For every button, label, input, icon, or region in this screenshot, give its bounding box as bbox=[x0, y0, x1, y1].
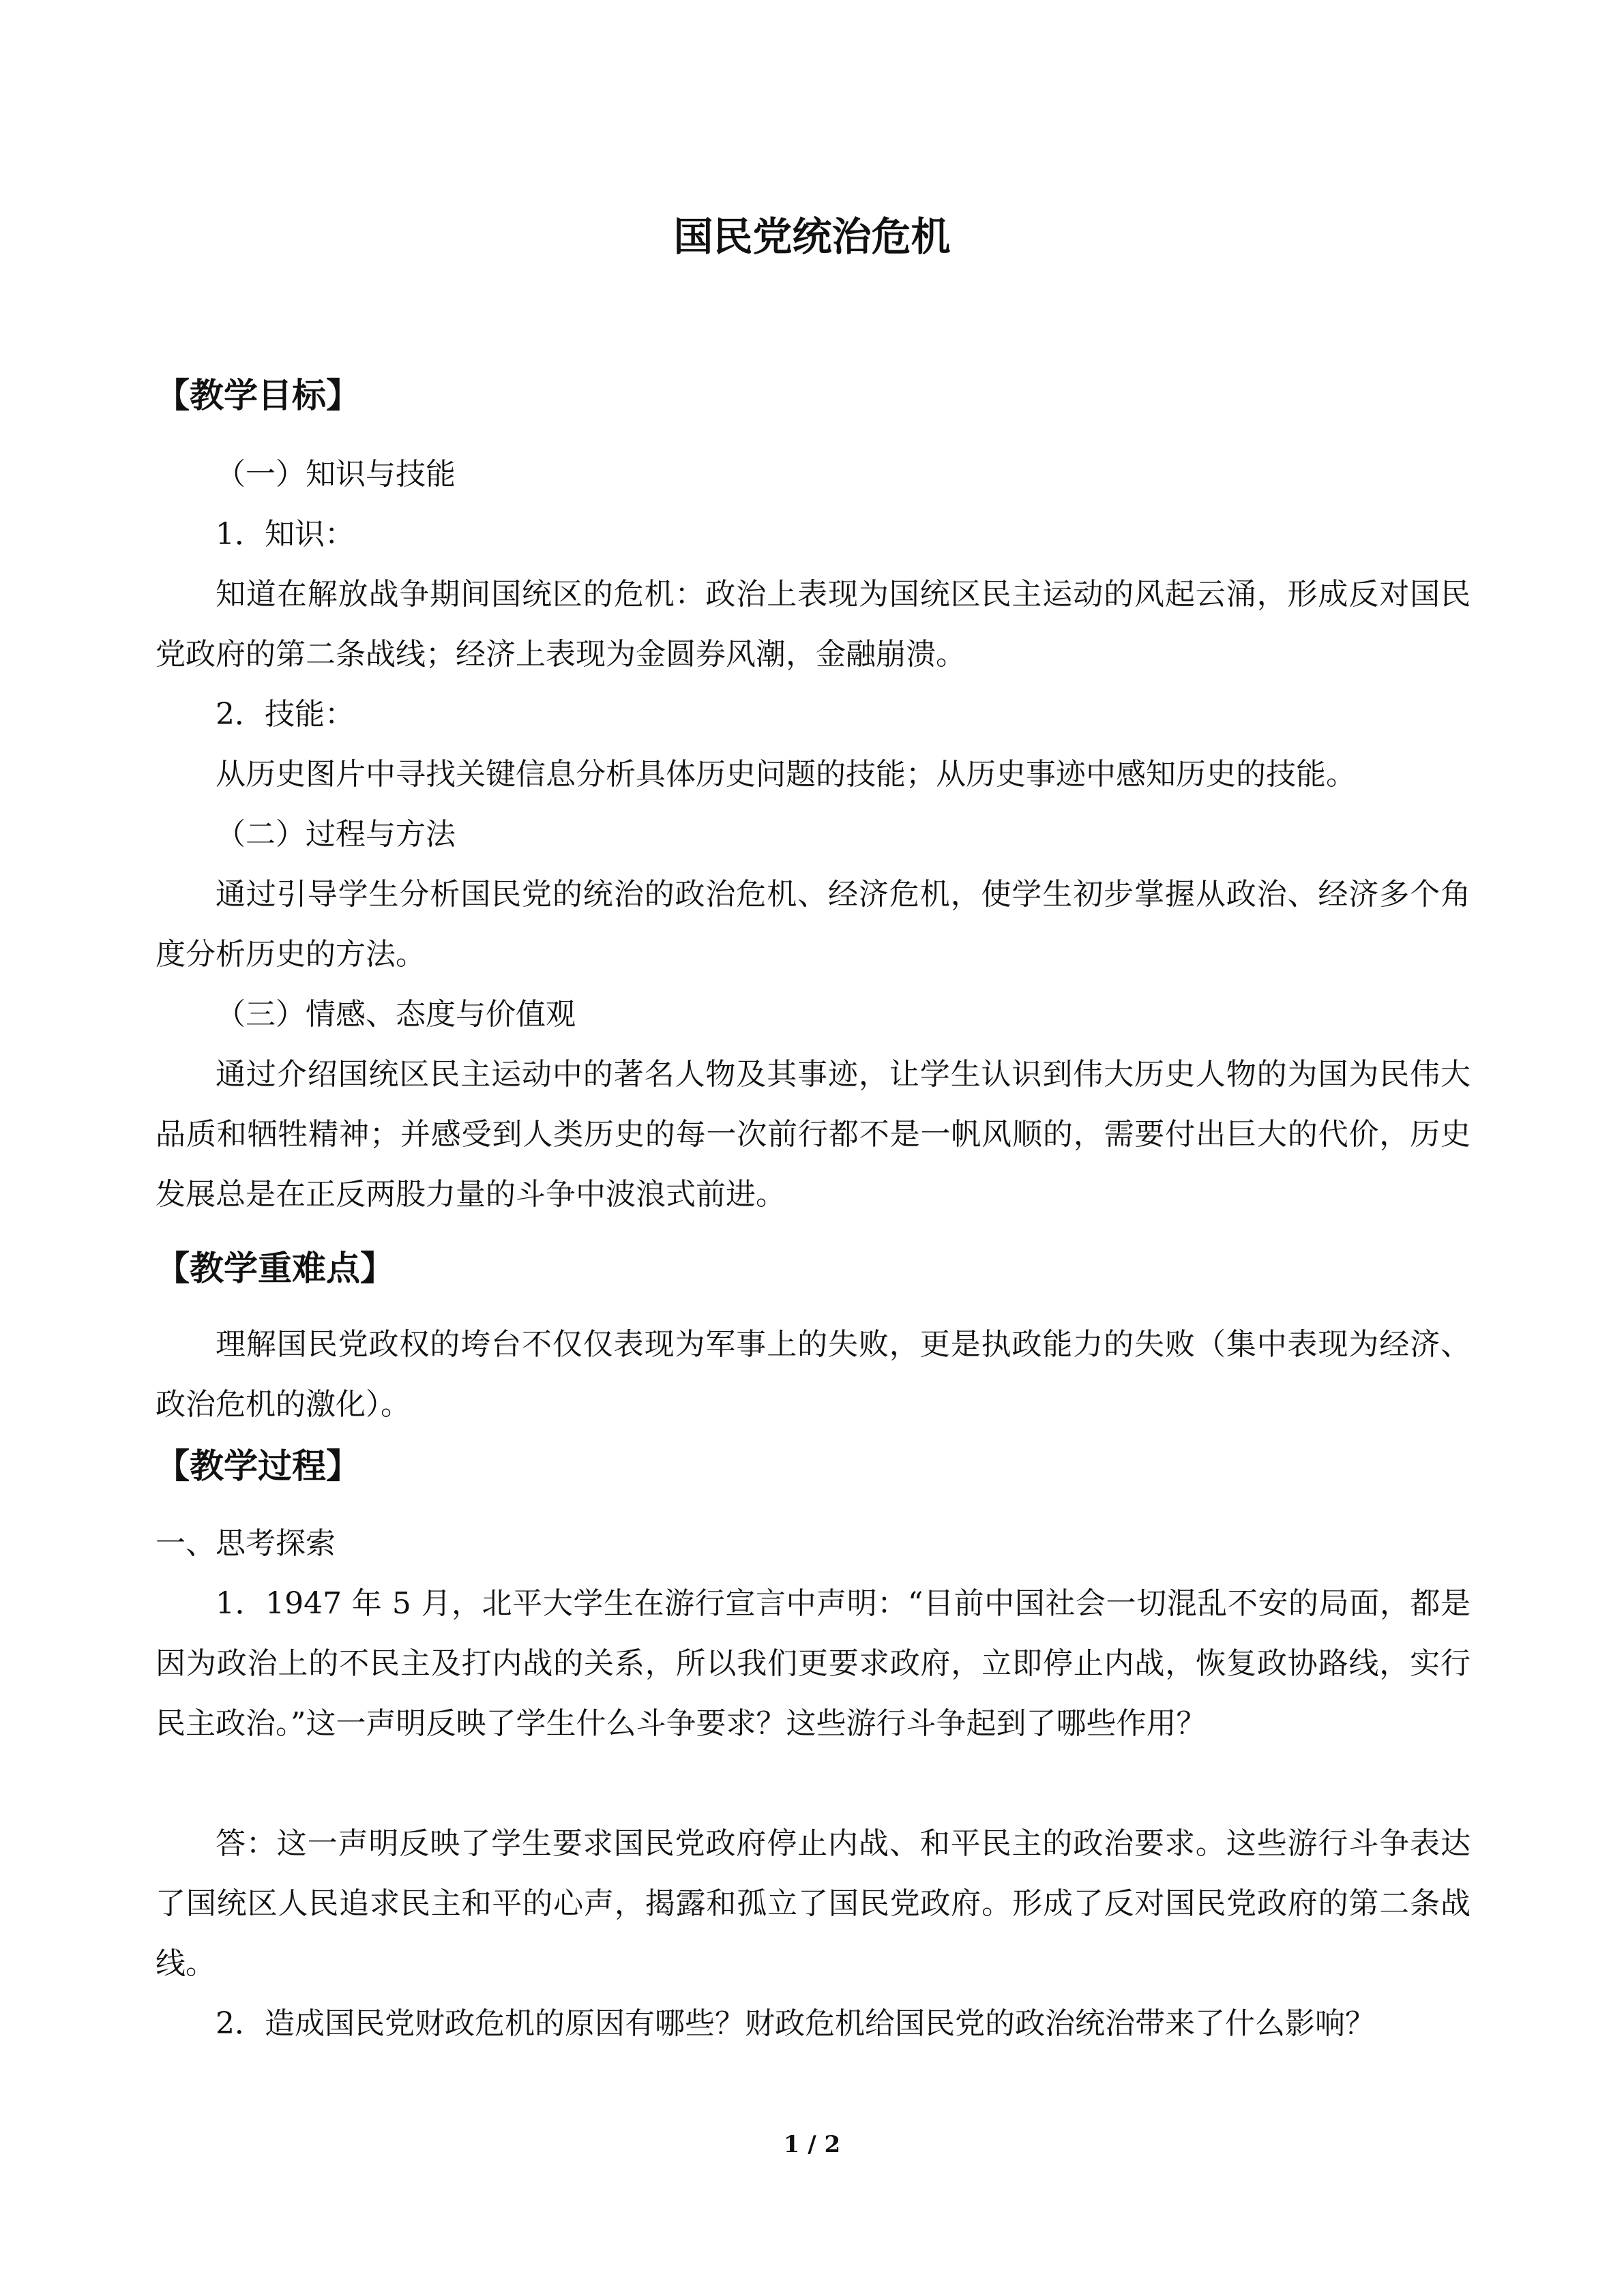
item-knowledge-label: 1．知识： bbox=[216, 517, 355, 552]
question-1: 1．1947 年 5 月，北平大学生在游行宣言中声明：“目前中国社会一切混乱不安的局面，都是因为政治上的不民主及打内战的关系，所以我们更要求政府，立即停止内战，恢复政协路线，实行民主政治。”这一声明反映了学生什么斗争要求？这些游行斗争起到了哪些作用？ bbox=[156, 1586, 1471, 1741]
key-points-text: 理解国民党政权的垮台不仅仅表现为军事上的失败，更是执政能力的失败（集中表现为经济、政治危机的激化）。 bbox=[156, 1327, 1471, 1422]
heading-objectives: 【教学目标】 bbox=[156, 376, 360, 415]
item-skills-label: 2．技能： bbox=[216, 697, 355, 732]
answer-1: 答：这一声明反映了学生要求国民党政府停止内战、和平民主的政治要求。这些游行斗争表达了国统区人民追求民主和平的心声，揭露和孤立了国民党政府。形成了反对国民党政府的第二条战线。 bbox=[156, 1826, 1471, 1981]
subheading-values: （三）情感、态度与价值观 bbox=[216, 997, 576, 1032]
part-one-label: 一、思考探索 bbox=[156, 1526, 336, 1561]
question-2: 2．造成国民党财政危机的原因有哪些？财政危机给国民党的政治统治带来了什么影响？ bbox=[216, 2006, 1375, 2041]
process-method-text: 通过引导学生分析国民党的统治的政治危机、经济危机，使学生初步掌握从政治、经济多个角度分析历史的方法。 bbox=[156, 877, 1471, 972]
document-title: 国民党统治危机 bbox=[673, 213, 951, 260]
values-text: 通过介绍国统区民主运动中的著名人物及其事迹，让学生认识到伟大历史人物的为国为民伟大品质和牺牲精神；并感受到人类历史的每一次前行都不是一帆风顺的，需要付出巨大的代价，历史发展总是在正反两股力量的斗争中波浪式前进。 bbox=[156, 1057, 1471, 1212]
item-knowledge-text: 知道在解放战争期间国统区的危机：政治上表现为国统区民主运动的风起云涌，形成反对国民党政府的第二条战线；经济上表现为金圆券风潮，金融崩溃。 bbox=[156, 577, 1471, 672]
page-number: 1 / 2 bbox=[783, 2131, 841, 2158]
subheading-process-method: （二）过程与方法 bbox=[216, 817, 456, 852]
heading-process: 【教学过程】 bbox=[156, 1446, 360, 1486]
subheading-knowledge-skills: （一）知识与技能 bbox=[216, 457, 456, 492]
heading-key-points: 【教学重难点】 bbox=[156, 1249, 394, 1288]
item-skills-text: 从历史图片中寻找关键信息分析具体历史问题的技能；从历史事迹中感知历史的技能。 bbox=[216, 757, 1356, 792]
